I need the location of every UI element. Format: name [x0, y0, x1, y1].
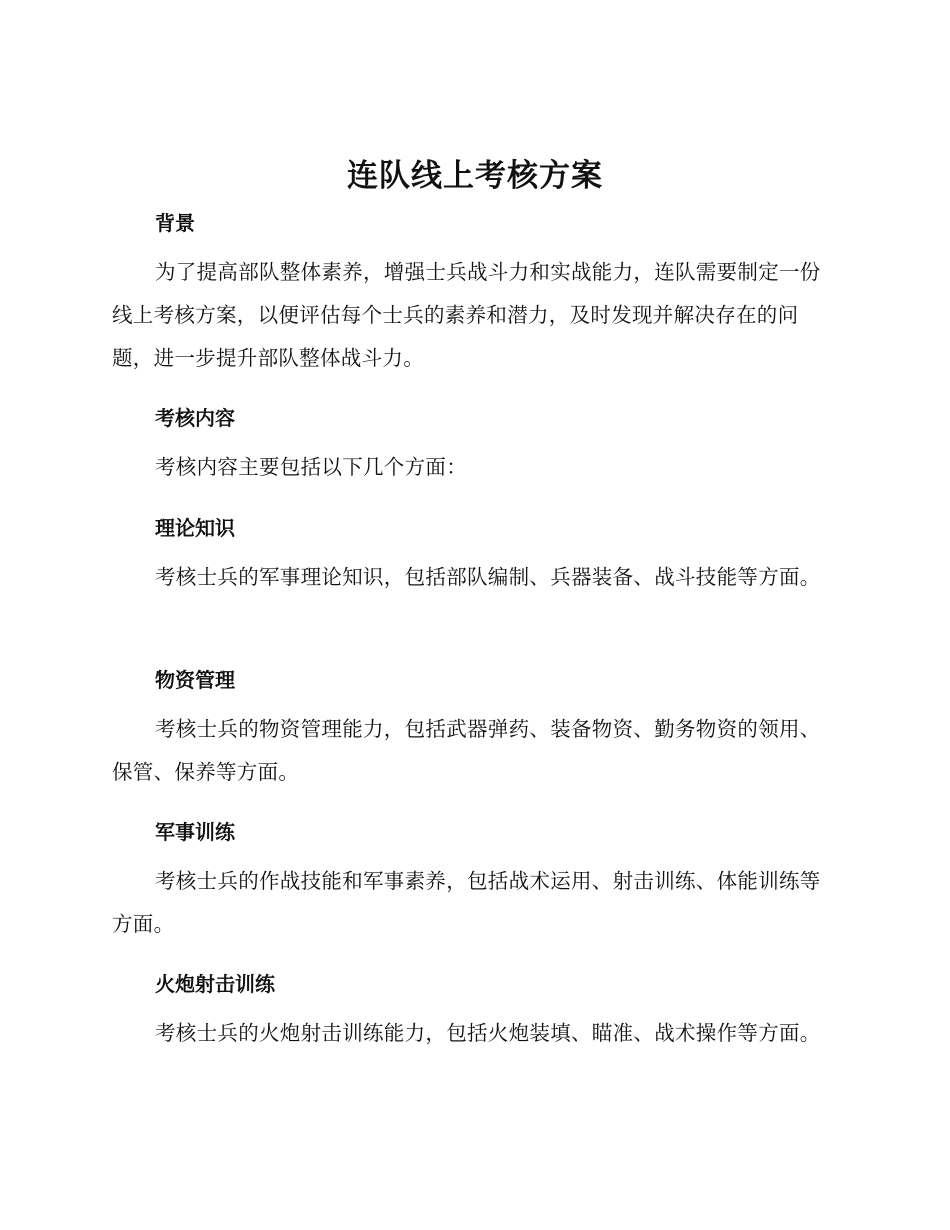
section-text-training: 考核士兵的作战技能和军事素养，包括战术运用、射击训练、体能训练等方面。 — [112, 869, 821, 936]
section-text-content: 考核内容主要包括以下几个方面： — [155, 455, 467, 479]
section-heading-materials: 物资管理 — [155, 668, 235, 692]
section-text-materials: 考核士兵的物资管理能力，包括武器弹药、装备物资、勤务物资的领用、保管、保养等方面。 — [112, 717, 821, 784]
section-heading-theory: 理论知识 — [155, 516, 235, 540]
section-text-artillery: 考核士兵的火炮射击训练能力，包括火炮装填、瞄准、战术操作等方面。 — [155, 1021, 821, 1045]
section-heading-content: 考核内容 — [155, 406, 235, 430]
document-title: 连队线上考核方案 — [347, 158, 603, 194]
section-text-theory: 考核士兵的军事理论知识，包括部队编制、兵器装备、战斗技能等方面。 — [155, 565, 821, 589]
section-heading-training: 军事训练 — [155, 820, 235, 844]
section-heading-artillery: 火炮射击训练 — [155, 972, 275, 996]
section-heading-background: 背景 — [155, 211, 195, 235]
section-text-background: 为了提高部队整体素养，增强士兵战斗力和实战能力，连队需要制定一份线上考核方案，以便评估每个士兵的素养和潜力，及时发现并解决存在的问题，进一步提升部队整体战斗力。 — [112, 260, 821, 370]
